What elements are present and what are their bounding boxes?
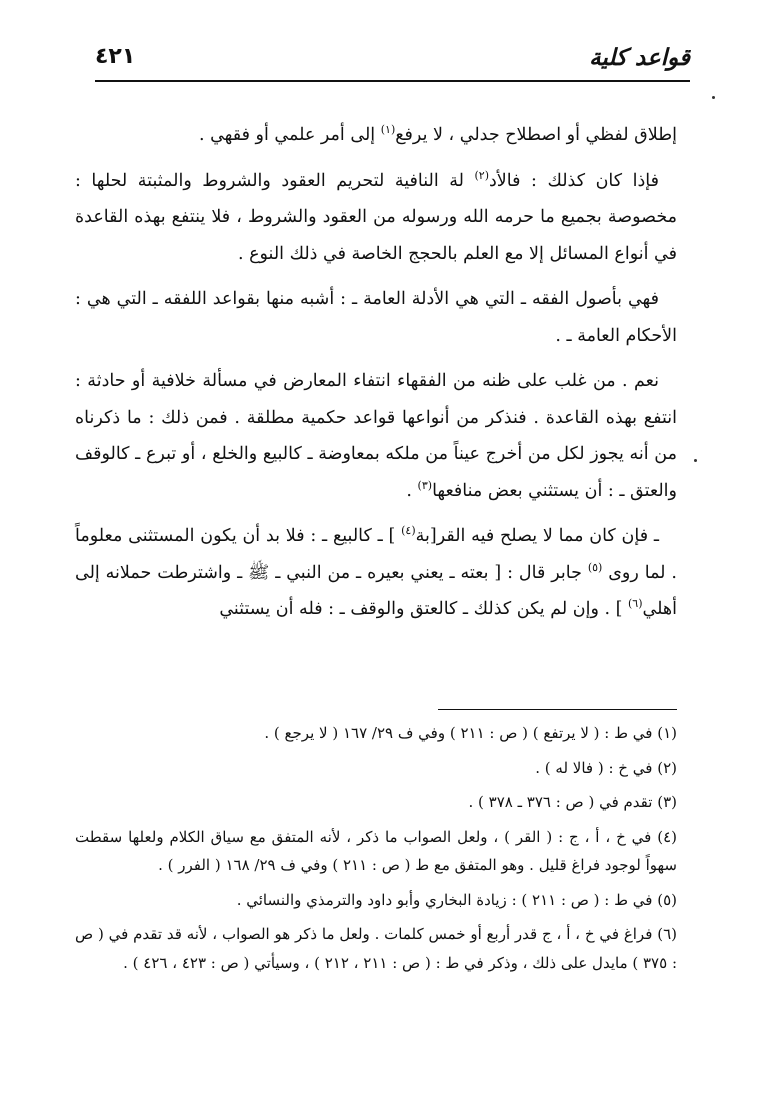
footnotes	[75, 719, 677, 983]
footnote-ref-4[interactable]: (٤)	[401, 524, 416, 537]
footnote-ref-6[interactable]: (٦)	[628, 597, 643, 610]
scan-speck	[694, 459, 697, 462]
footnote-ref-1[interactable]: (١)	[380, 123, 396, 136]
footnote-item: (٢) في خ : ( فالا له ) .	[535, 758, 677, 777]
footnote-item: (١) في ط : ( لا يرتفع ) ( ص : ٢١١ ) وفي ف ٢٩/ ١٦٧ ( لا يرجع ) .	[264, 724, 677, 742]
paragraph-2: فإذا كان كذلك : فالأد$^{(٢)}$ لة النافية لتحريم العقود والشروط والمثبتة لحلها : مخصوصة بجميع ما حرمه الله ورسوله من العقود والشروط ، فلا ينتفع بهذه القاعدة في أنواع المسائل إلا مع العلم بالحجج الخاصة في ذلك النوع .	[75, 168, 677, 264]
scan-speck	[712, 96, 715, 99]
paragraph-5: ـ فإن كان مما لا يصلح فيه القر[بة$^{(٤)}$ ] ـ كالبيع ـ : فلا بد أن يكون المستثنى معلوماً . لما روى $^{(٥)}$ جابر قال : [ بعته ـ يعني بعيره ـ من النبي ـ ﷺ ـ واشترطت حملانه إلى أهلي$^{(٦)}$ ] . وإن لم يكن كذلك ـ كالعتق والوقف ـ : فله أن يستثني	[75, 524, 677, 619]
footnote-item: (٤) في خ ، أ ، ج : ( القر ) ، ولعل الصواب ما ذكر ، لأنه المتفق مع سياق الكلام ولعلها سقطت سهواً لوجود فراغ قليل . وهو المتفق مع ط ( ص : ٢١١ ) وفي ف ٢٩/ ١٦٨ ( الفرر ) .	[75, 827, 677, 874]
paragraph-3: فهي بأصول الفقه ـ التي هي الأدلة العامة ـ : أشبه منها بقواعد اللفقه ـ التي هي : الأحكام العامة ـ .	[75, 289, 677, 346]
footnote-ref-5[interactable]: (٥)	[587, 560, 603, 574]
footnote-ref-2[interactable]: (٢)	[474, 168, 490, 182]
footnote-item: (٦) فراغ في خ ، أ ، ج قدر أربع أو خمس كلمات . ولعل ما ذكر هو الصواب ، لأنه قد تقدم في ( ص : ٣٧٥ ) مايدل على ذلك ، وذكر في ط : ( ص : ٢١١ ، ٢١٢ ) ، وسيأتي ( ص : ٤٢٣ ، ٤٢٦ ) .	[75, 925, 677, 972]
paragraph-4: نعم . من غلب على ظنه من الفقهاء انتفاء المعارض في مسألة خلافية أو حادثة : انتفع بهذه القاعدة . فنذكر من أنواعها قواعد حكمية مطلقة . فمن ذلك : ما ذكرناه من أنه يجوز لكل من أخرج عيناً من ملكه بمعاوضة ـ كالبيع والخلع ، أو تبرع ـ كالوقف والعتق ـ : أن يستثني بعض منافعها$^{(٣)}$ .	[75, 371, 677, 501]
paragraph-1: إطلاق لفظي أو اصطلاح جدلي ، لا يرفع$^{(١)}$ إلى أمر علمي أو فقهي .	[198, 123, 677, 145]
footnote-ref-3[interactable]: (٣)	[417, 478, 433, 492]
header-rule	[95, 80, 690, 82]
footnote-item: (٥) في ط : ( ص : ٢١١ ) : زيادة البخاري وأبو داود والترمذي والنسائي .	[236, 890, 677, 909]
footnote-item: (٣) تقدم في ( ص : ٣٧٦ ـ ٣٧٨ ) .	[468, 793, 677, 811]
page-number: ٤٢١	[95, 44, 136, 69]
footnote-separator	[438, 709, 677, 710]
page-header	[95, 42, 690, 82]
running-title: قواعد كلية	[589, 44, 690, 71]
main-text	[75, 117, 677, 637]
